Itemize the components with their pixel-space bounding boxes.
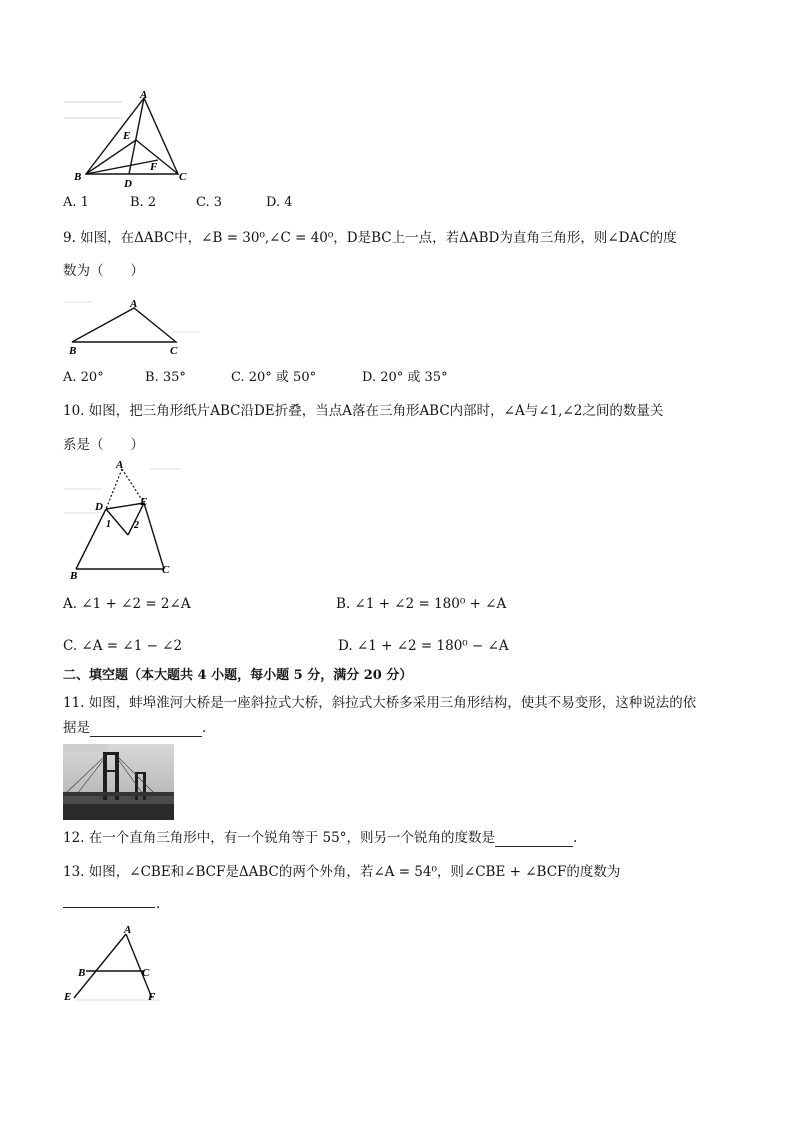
q10-option-b: B. ∠1 + ∠2 = 180⁰ + ∠A (336, 596, 507, 612)
q8-label-a: A (140, 89, 148, 101)
q11-stem-line2-text: 据是 (63, 720, 90, 736)
q12-answer-blank[interactable] (495, 832, 573, 847)
q10-label-2: 2 (134, 520, 139, 531)
q8-option-d: D. 4 (266, 195, 293, 210)
q10-figure (62, 455, 192, 583)
q8-option-c: C. 3 (196, 195, 223, 210)
q10-stem-line1: 10. 如图，把三角形纸片ABC沿DE折叠，当点A落在三角形ABC内部时，∠A与∠1,∠2之间的数量关 (63, 403, 664, 419)
q8-figure (62, 88, 202, 188)
q9-stem-line1: 9. 如图，在ΔABC中，∠B = 30⁰,∠C = 40⁰，D是BC上一点，若ΔABD为直角三角形，则∠DAC的度 (63, 230, 677, 246)
q13-stem-line1: 13. 如图，∠CBE和∠BCF是ΔABC的两个外角，若∠A = 54⁰，则∠CBE + ∠BCF的度数为 (63, 864, 621, 880)
q13-answer-line[interactable] (63, 907, 155, 908)
q10-label-e: E (140, 496, 148, 508)
q8-option-a: A. 1 (63, 195, 89, 210)
q9-option-c: C. 20° 或 50° (231, 370, 317, 385)
q11-answer-blank[interactable] (90, 722, 202, 737)
q10-label-a: A (116, 459, 124, 471)
q8-label-c: C (179, 171, 187, 183)
q10-label-d: D (95, 501, 103, 513)
q13-label-f: F (148, 991, 156, 1003)
q8-option-b: B. 2 (130, 195, 157, 210)
q10-stem-line2: 系是（ ） (63, 437, 144, 453)
q13-answer-period: . (156, 896, 161, 912)
q10-option-c: C. ∠A = ∠1 − ∠2 (63, 638, 183, 654)
q8-label-f: F (150, 161, 158, 173)
q11-bridge-photo (63, 744, 174, 820)
q13-figure (60, 922, 170, 1006)
q8-label-d: D (124, 178, 132, 188)
q9-label-b: B (69, 345, 77, 357)
q8-label-e: E (123, 130, 131, 142)
q10-label-c: C (162, 564, 170, 576)
q13-label-b: B (78, 967, 86, 979)
q9-option-b: B. 35° (145, 370, 186, 385)
q9-label-a: A (130, 298, 138, 310)
q11-stem-line2: 据是 . (63, 720, 207, 736)
q9-stem-line2: 数为（ ） (63, 263, 144, 279)
q10-option-a: A. ∠1 + ∠2 = 2∠A (63, 596, 191, 612)
q13-label-c: C (142, 967, 150, 979)
q12-stem-text: 12. 在一个直角三角形中，有一个锐角等于 55°，则另一个锐角的度数是 (63, 830, 495, 846)
q10-label-1: 1 (106, 519, 111, 530)
q10-option-d: D. ∠1 + ∠2 = 180⁰ − ∠A (338, 638, 509, 654)
q9-option-a: A. 20° (63, 370, 104, 385)
q8-label-b: B (74, 171, 82, 183)
q13-label-e: E (64, 991, 72, 1003)
q11-stem-line1: 11. 如图，蚌埠淮河大桥是一座斜拉式大桥，斜拉式大桥多采用三角形结构，使其不易变形，这种说法的依 (63, 695, 697, 711)
q9-figure (62, 292, 202, 358)
q10-label-b: B (70, 570, 78, 582)
q12-stem (63, 829, 577, 847)
q12-stem-end: . (572, 830, 578, 846)
section2-heading: 二、填空题（本大题共 4 小题，每小题 5 分，满分 20 分） (63, 668, 413, 683)
q9-label-c: C (170, 345, 178, 357)
q13-label-a: A (124, 924, 132, 936)
q9-option-d: D. 20° 或 35° (362, 370, 448, 385)
